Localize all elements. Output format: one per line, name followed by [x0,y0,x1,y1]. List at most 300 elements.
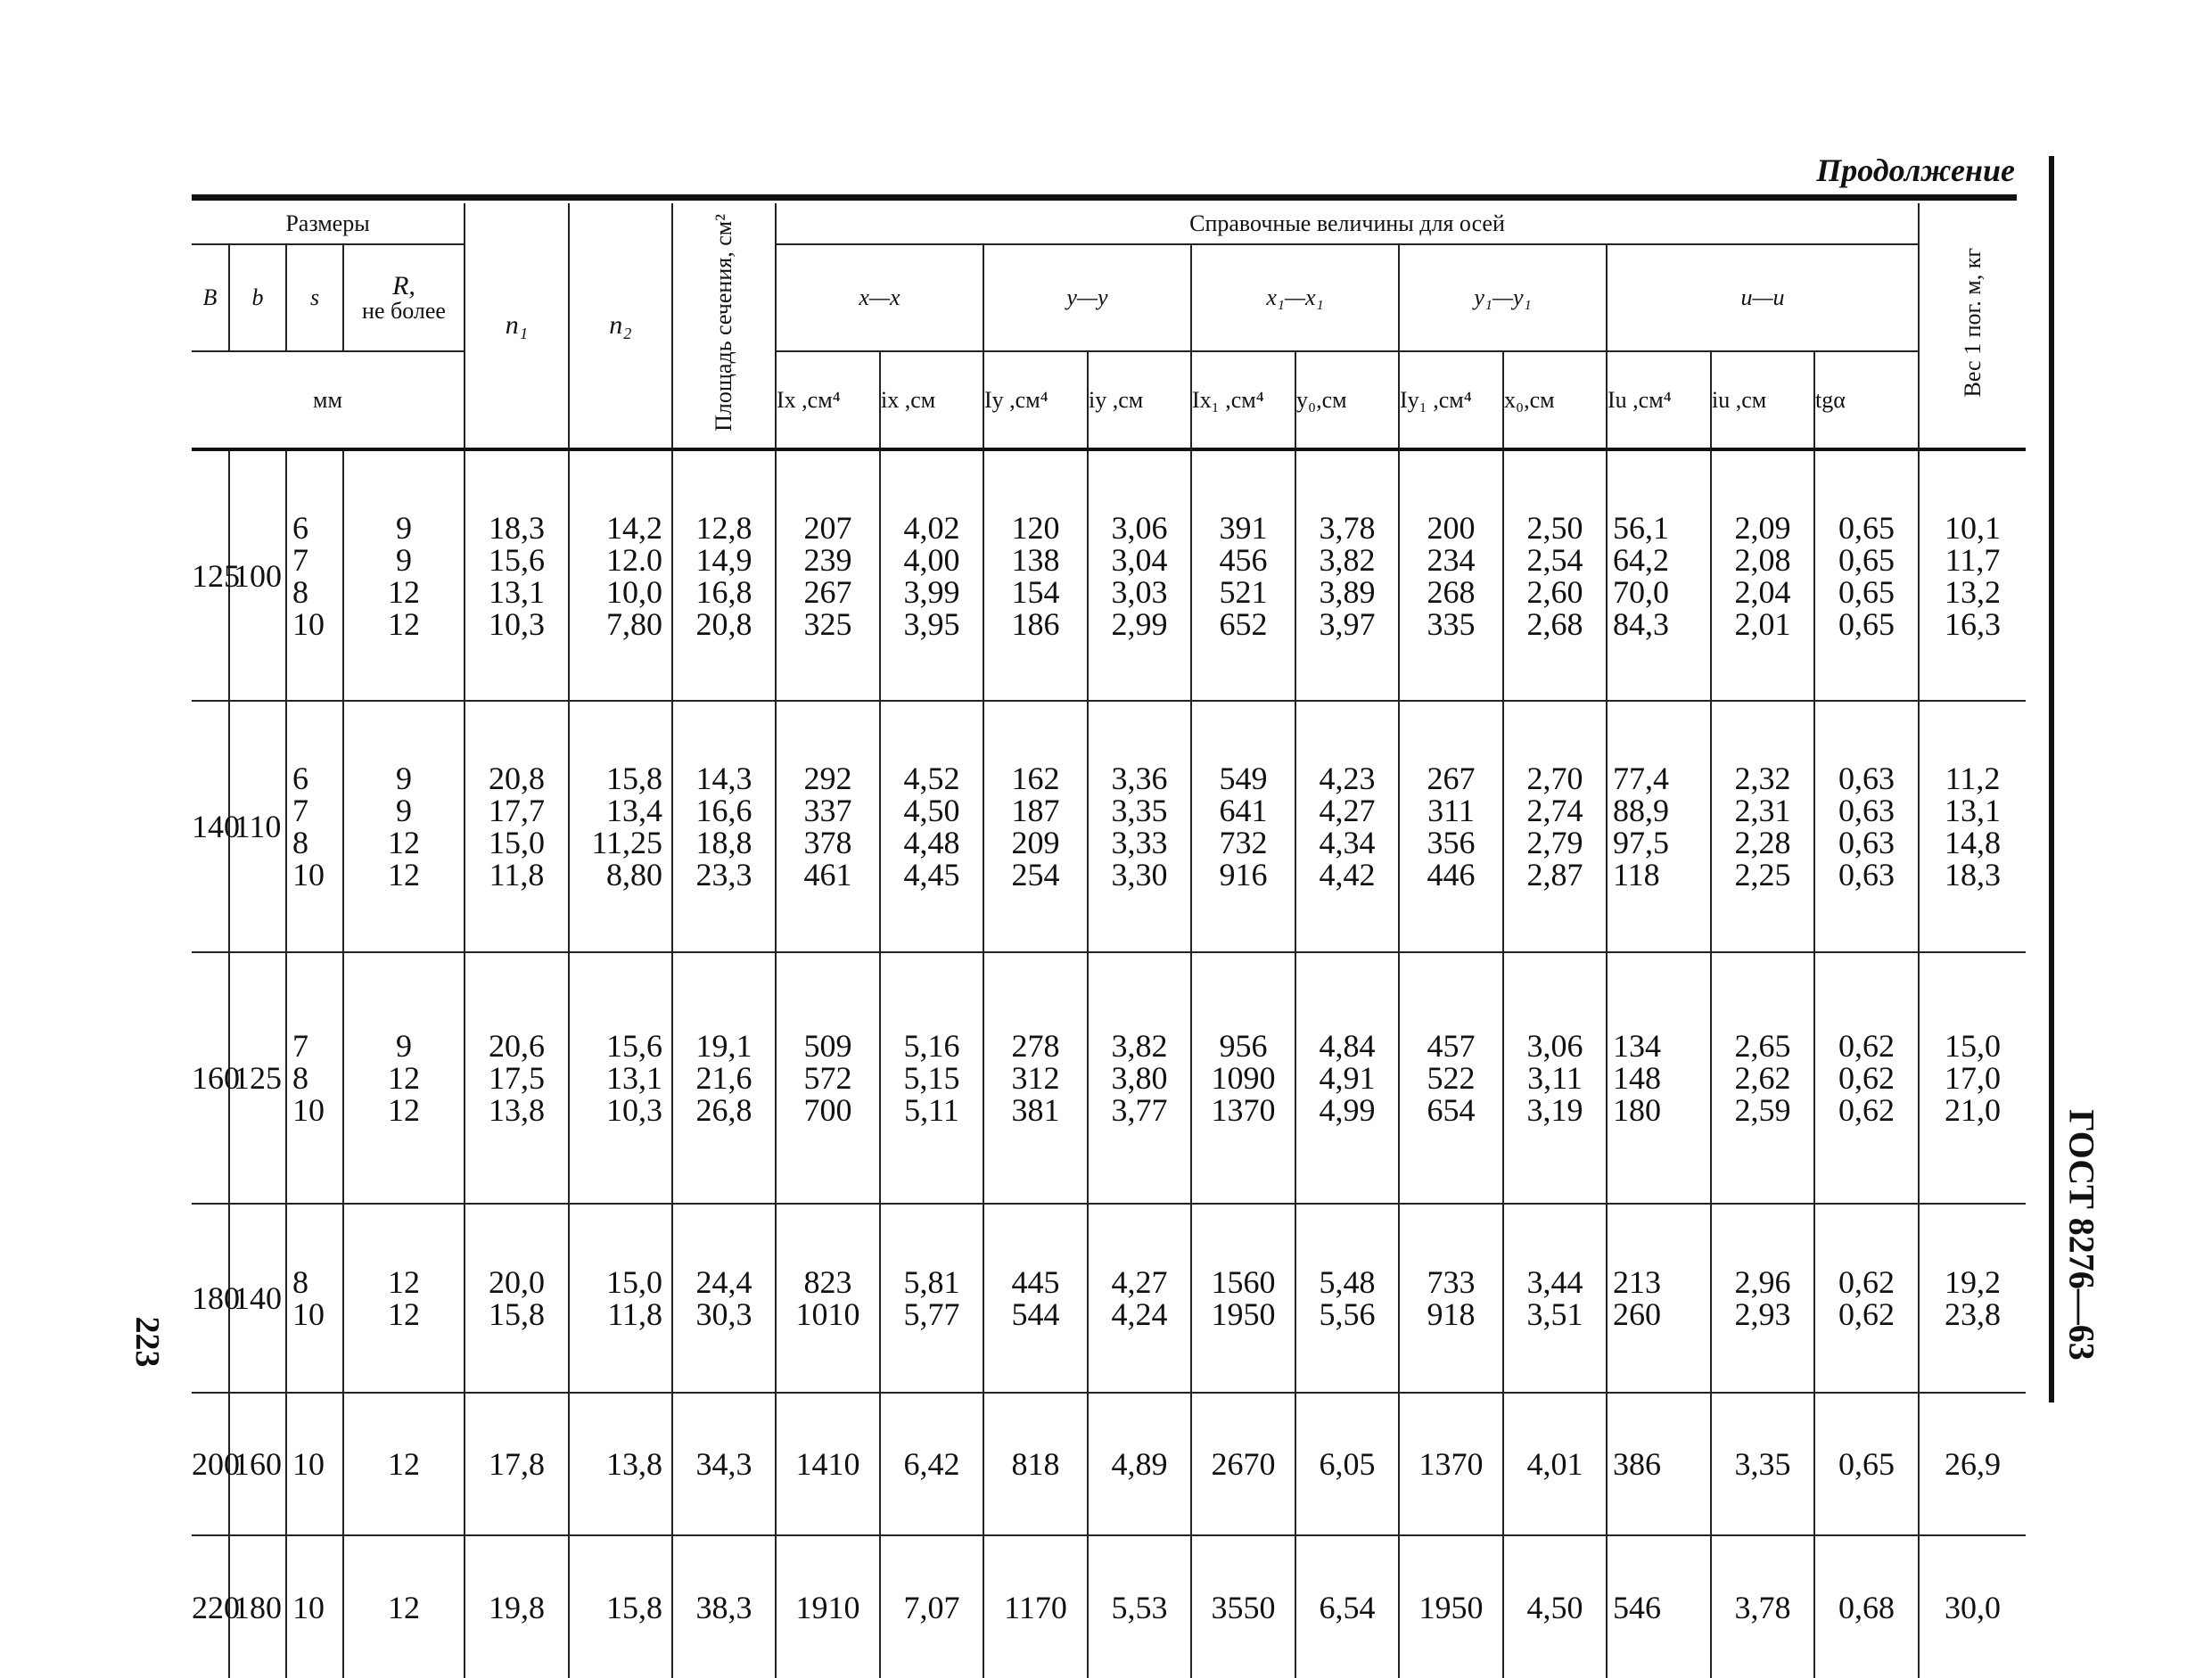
value-Iy: 278 [1011,1028,1060,1064]
value-s: 7 [292,793,308,828]
param-header-Iy1: Iy₁ ,см⁴ [1399,351,1503,449]
value-Iu: 64,2 [1613,541,1669,578]
cell-s [286,1393,343,1535]
value-Iy1: 311 [1427,793,1475,828]
cell-Iy [983,449,1088,701]
value-iu: 2,59 [1734,1092,1791,1128]
value-Ix: 572 [803,1060,852,1096]
value-tg: 0,62 [1838,1092,1895,1128]
value-s: 10 [292,1296,325,1332]
value-R: 12 [388,857,420,892]
value-n2: 10,3 [606,1092,662,1128]
area-header: Площадь сечения, см² [672,203,776,449]
s-header: s [286,244,343,351]
cell-Ix1 [1191,1204,1295,1393]
ref-values-header: Справочные величины для осей [776,203,1919,244]
value-Ix: 509 [803,1028,852,1064]
value-iu: 2,28 [1734,825,1791,860]
axis-x1-header: x₁—x₁ [1191,244,1399,351]
size-b: 125 [229,952,286,1204]
value-y0: 6,05 [1319,1446,1376,1482]
value-ix: 5,11 [904,1092,959,1128]
value-iu: 3,35 [1734,1446,1791,1482]
table-row [192,952,2026,1204]
top-rule [192,194,2017,201]
cell-iy [1088,701,1191,952]
value-Iu: 546 [1613,1589,1661,1625]
value-Ix1: 1950 [1211,1296,1276,1332]
value-area: 38,3 [695,1589,752,1625]
value-x0: 2,74 [1526,793,1583,828]
value-x0: 2,50 [1526,509,1583,546]
value-Ix: 1010 [795,1296,860,1332]
value-iu: 2,08 [1734,541,1791,578]
size-B: 180 [192,1204,229,1393]
value-y0: 4,34 [1319,825,1376,860]
cell-area [672,1393,776,1535]
value-area: 12,8 [695,509,752,546]
cell-w [1919,449,2026,701]
value-iy: 3,80 [1111,1060,1168,1096]
cell-Ix [776,952,880,1204]
value-s: 10 [292,1446,325,1482]
value-iu: 2,65 [1734,1028,1791,1064]
value-tg: 0,62 [1838,1296,1895,1332]
cell-Iy [983,952,1088,1204]
value-tg: 0,62 [1838,1060,1895,1096]
cell-w [1919,1204,2026,1393]
value-Ix: 461 [803,857,852,892]
value-s: 8 [292,1264,308,1300]
cell-iu [1711,952,1814,1204]
value-R: 9 [396,1028,412,1064]
value-iu: 2,04 [1734,573,1791,610]
cell-n1 [465,449,569,701]
value-iy: 3,35 [1111,793,1168,828]
value-Iu: 213 [1613,1264,1661,1300]
value-n1: 17,7 [489,793,545,828]
cell-s [286,449,343,701]
cell-s [286,701,343,952]
value-R: 9 [396,761,412,796]
value-tg: 0,65 [1838,573,1895,610]
size-b: 180 [229,1535,286,1678]
cell-y0 [1295,1204,1399,1393]
value-Iy: 154 [1011,573,1060,610]
cell-Iy1 [1399,952,1503,1204]
value-n2: 13,8 [606,1446,662,1482]
value-Ix: 1910 [795,1589,860,1625]
value-Iy: 138 [1011,541,1060,578]
value-R: 12 [388,1296,420,1332]
cell-iy [1088,1204,1191,1393]
size-B: 160 [192,952,229,1204]
cell-Iy1 [1399,449,1503,701]
value-ix: 4,52 [903,761,960,796]
value-y0: 5,48 [1319,1264,1376,1300]
value-iy: 3,77 [1111,1092,1168,1128]
value-Iy1: 733 [1427,1264,1476,1300]
value-Ix: 700 [803,1092,852,1128]
cell-x0 [1503,1535,1607,1678]
value-Iy1: 267 [1427,761,1476,796]
value-R: 12 [388,1092,420,1128]
value-R: 12 [388,1589,420,1625]
value-Ix: 337 [803,793,852,828]
value-w: 17,0 [1945,1060,2001,1096]
value-ix: 3,95 [903,605,960,642]
value-R: 9 [396,793,412,828]
param-header-tg: tgα [1814,351,1919,449]
cell-w [1919,1393,2026,1535]
value-x0: 2,70 [1526,761,1583,796]
value-Ix1: 956 [1219,1028,1268,1064]
size-b: 160 [229,1393,286,1535]
value-Iy: 381 [1011,1092,1060,1128]
value-iu: 2,32 [1734,761,1791,796]
cell-Ix1 [1191,701,1295,952]
cell-R [343,701,465,952]
value-tg: 0,65 [1838,605,1895,642]
param-header-Ix: Ix ,см⁴ [776,351,880,449]
value-Ix: 292 [803,761,852,796]
cell-y0 [1295,952,1399,1204]
value-Iy: 818 [1011,1446,1060,1482]
angle-profile-table [192,203,2026,1678]
value-Iy1: 268 [1427,573,1476,610]
value-iy: 3,03 [1111,573,1168,610]
size-b: 100 [229,449,286,701]
weight-header: Вес 1 пог. м, кг [1959,247,1986,398]
value-y0: 3,78 [1319,509,1376,546]
value-y0: 3,97 [1319,605,1376,642]
value-Ix1: 3550 [1211,1589,1276,1625]
cell-ix [880,1535,983,1678]
cell-R [343,1393,465,1535]
value-x0: 3,06 [1526,1028,1583,1064]
cell-Ix1 [1191,1535,1295,1678]
value-n1: 13,1 [489,573,545,610]
value-Iy1: 200 [1427,509,1476,546]
cell-R [343,1204,465,1393]
table-row [192,1535,2026,1678]
value-n2: 14,2 [606,509,662,546]
value-tg: 0,62 [1838,1264,1895,1300]
value-Iu: 180 [1613,1092,1661,1128]
value-R: 9 [396,541,412,578]
cell-s [286,1535,343,1678]
size-b: 140 [229,1204,286,1393]
value-Ix1: 2670 [1211,1446,1276,1482]
value-Iy1: 1950 [1418,1589,1484,1625]
value-n1: 19,8 [489,1589,545,1625]
cell-Ix1 [1191,1393,1295,1535]
cell-Iu [1607,952,1711,1204]
value-R: 12 [388,1264,420,1300]
cell-s [286,1204,343,1393]
cell-iu [1711,1204,1814,1393]
value-ix: 5,15 [903,1060,960,1096]
cell-iu [1711,449,1814,701]
param-header-iy: iy ,см [1088,351,1191,449]
cell-x0 [1503,1393,1607,1535]
value-area: 34,3 [695,1446,752,1482]
cell-n1 [465,952,569,1204]
axis-y-header: y—y [983,244,1191,351]
value-iu: 2,09 [1734,509,1791,546]
cell-tg [1814,701,1919,952]
value-Ix: 1410 [795,1446,860,1482]
value-n2: 8,80 [606,857,662,892]
cell-Ix [776,1393,880,1535]
value-n2: 15,0 [606,1264,662,1300]
cell-n2 [569,1204,672,1393]
value-tg: 0,63 [1838,761,1895,796]
value-Ix1: 456 [1219,541,1268,578]
cell-area [672,1535,776,1678]
size-B: 220 [192,1535,229,1678]
value-w: 19,2 [1945,1264,2001,1300]
cell-Iu [1607,449,1711,701]
cell-iu [1711,1393,1814,1535]
value-Ix1: 1090 [1211,1060,1276,1096]
cell-Ix1 [1191,449,1295,701]
size-b: 110 [229,701,286,952]
value-x0: 2,54 [1526,541,1583,578]
value-n1: 17,8 [489,1446,545,1482]
value-Ix: 207 [803,509,852,546]
value-Iy: 186 [1011,605,1060,642]
cell-Iu [1607,1535,1711,1678]
value-y0: 3,82 [1319,541,1376,578]
value-iu: 2,01 [1734,605,1791,642]
value-n1: 15,0 [489,825,545,860]
value-Iy: 209 [1011,825,1060,860]
param-header-iu: iu ,см [1711,351,1814,449]
value-s: 7 [292,541,308,578]
value-ix: 4,45 [903,857,960,892]
value-ix: 4,48 [903,825,960,860]
value-n2: 13,4 [606,793,662,828]
axis-u-header: u—u [1607,244,1919,351]
value-iy: 3,06 [1111,509,1168,546]
cell-Iu [1607,1204,1711,1393]
cell-y0 [1295,449,1399,701]
value-tg: 0,65 [1838,541,1895,578]
value-n1: 20,6 [489,1028,545,1064]
value-n2: 12.0 [606,541,662,578]
value-Ix1: 391 [1219,509,1268,546]
B-header: B [192,244,229,351]
value-Ix: 239 [803,541,852,578]
value-ix: 6,42 [903,1446,960,1482]
value-area: 30,3 [695,1296,752,1332]
cell-R [343,449,465,701]
value-tg: 0,68 [1838,1589,1895,1625]
value-R: 12 [388,1446,420,1482]
cell-Ix [776,1204,880,1393]
value-Iu: 88,9 [1613,793,1669,828]
axis-x-header: x—x [776,244,983,351]
value-R: 12 [388,825,420,860]
value-iu: 2,96 [1734,1264,1791,1300]
value-n1: 10,3 [489,605,545,642]
cell-Iy [983,701,1088,952]
value-Iy: 445 [1011,1264,1060,1300]
value-Iy: 254 [1011,857,1060,892]
value-x0: 4,01 [1526,1446,1583,1482]
value-s: 7 [292,1028,308,1064]
cell-Iu [1607,1393,1711,1535]
cell-ix [880,952,983,1204]
value-y0: 6,54 [1319,1589,1376,1625]
cell-tg [1814,952,1919,1204]
value-s: 8 [292,825,308,860]
value-area: 18,8 [695,825,752,860]
cell-Iy [983,1393,1088,1535]
cell-x0 [1503,952,1607,1204]
mm-header: мм [192,351,465,449]
cell-Ix [776,1535,880,1678]
cell-y0 [1295,1393,1399,1535]
value-area: 21,6 [695,1060,752,1096]
value-n2: 11,8 [607,1296,662,1332]
sizes-header: Размеры [192,203,465,244]
value-tg: 0,62 [1838,1028,1895,1064]
value-Iy: 1170 [1004,1589,1067,1625]
cell-x0 [1503,1204,1607,1393]
cell-Iy1 [1399,1204,1503,1393]
value-iu: 3,78 [1734,1589,1791,1625]
page-number: 223 [128,1316,166,1368]
value-w: 23,8 [1945,1296,2001,1332]
value-s: 10 [292,605,325,642]
value-Iy1: 457 [1427,1028,1476,1064]
value-y0: 3,89 [1319,573,1376,610]
n2-header: n₂ [569,203,672,449]
value-Ix1: 652 [1219,605,1268,642]
cell-R [343,952,465,1204]
param-header-Iu: Iu ,см⁴ [1607,351,1711,449]
value-y0: 4,42 [1319,857,1376,892]
cell-area [672,952,776,1204]
cell-x0 [1503,701,1607,952]
value-Iu: 84,3 [1613,605,1669,642]
side-rule [2049,156,2054,1402]
value-Iu: 77,4 [1613,761,1669,796]
value-s: 10 [292,1589,325,1625]
param-header-Ix1: Ix₁ ,см⁴ [1191,351,1295,449]
value-Ix: 378 [803,825,852,860]
value-Iy1: 335 [1427,605,1476,642]
value-iy: 4,24 [1111,1296,1168,1332]
value-n2: 7,80 [606,605,662,642]
value-s: 6 [292,761,308,796]
value-Ix: 325 [803,605,852,642]
value-ix: 5,16 [903,1028,960,1064]
value-area: 19,1 [695,1028,752,1064]
cell-iu [1711,701,1814,952]
value-x0: 2,68 [1526,605,1583,642]
value-n1: 20,8 [489,761,545,796]
cell-area [672,449,776,701]
value-s: 10 [292,857,325,892]
value-iu: 2,31 [1734,793,1791,828]
axis-y1-header: y₁—y₁ [1399,244,1607,351]
cell-Iu [1607,701,1711,952]
value-n2: 13,1 [606,1060,662,1096]
value-w: 11,2 [1945,761,2001,796]
cell-y0 [1295,1535,1399,1678]
value-iy: 3,33 [1111,825,1168,860]
value-Ix: 823 [803,1264,852,1300]
value-Iy: 162 [1011,761,1060,796]
cell-iu [1711,1535,1814,1678]
value-x0: 2,60 [1526,573,1583,610]
value-Iu: 56,1 [1613,509,1669,546]
cell-n2 [569,449,672,701]
value-Iy1: 522 [1427,1060,1476,1096]
value-iy: 3,36 [1111,761,1168,796]
value-n2: 10,0 [606,573,662,610]
value-iy: 3,82 [1111,1028,1168,1064]
cell-Iy [983,1204,1088,1393]
value-n1: 20,0 [489,1264,545,1300]
value-x0: 3,51 [1526,1296,1583,1332]
value-tg: 0,63 [1838,857,1895,892]
value-Iu: 148 [1613,1060,1661,1096]
value-x0: 3,44 [1526,1264,1583,1300]
continuation-label: Продолжение [1816,152,2015,188]
value-ix: 5,81 [903,1264,960,1300]
cell-R [343,1535,465,1678]
value-iu: 2,62 [1734,1060,1791,1096]
value-w: 18,3 [1945,857,2001,892]
value-area: 23,3 [695,857,752,892]
value-tg: 0,65 [1838,509,1895,546]
value-ix: 4,00 [903,541,960,578]
cell-area [672,1204,776,1393]
value-s: 8 [292,573,308,610]
cell-n1 [465,1204,569,1393]
cell-n1 [465,1535,569,1678]
table-row [192,1204,2026,1393]
value-Iu: 118 [1613,857,1660,892]
value-ix: 5,77 [903,1296,960,1332]
cell-s [286,952,343,1204]
value-Iy: 187 [1011,793,1060,828]
value-w: 16,3 [1945,605,2001,642]
cell-n1 [465,1393,569,1535]
cell-x0 [1503,449,1607,701]
value-ix: 4,02 [903,509,960,546]
value-n1: 15,6 [489,541,545,578]
size-B: 140 [192,701,229,952]
value-R: 9 [396,509,412,546]
value-w: 13,1 [1945,793,2001,828]
value-tg: 0,63 [1838,793,1895,828]
cell-ix [880,449,983,701]
cell-n1 [465,701,569,952]
value-y0: 5,56 [1319,1296,1376,1332]
value-iy: 4,27 [1111,1264,1168,1300]
value-w: 15,0 [1945,1028,2001,1064]
value-Iy: 120 [1011,509,1060,546]
param-header-x0: x₀,см [1503,351,1607,449]
cell-tg [1814,1204,1919,1393]
value-ix: 3,99 [903,573,960,610]
value-area: 24,4 [695,1264,752,1300]
